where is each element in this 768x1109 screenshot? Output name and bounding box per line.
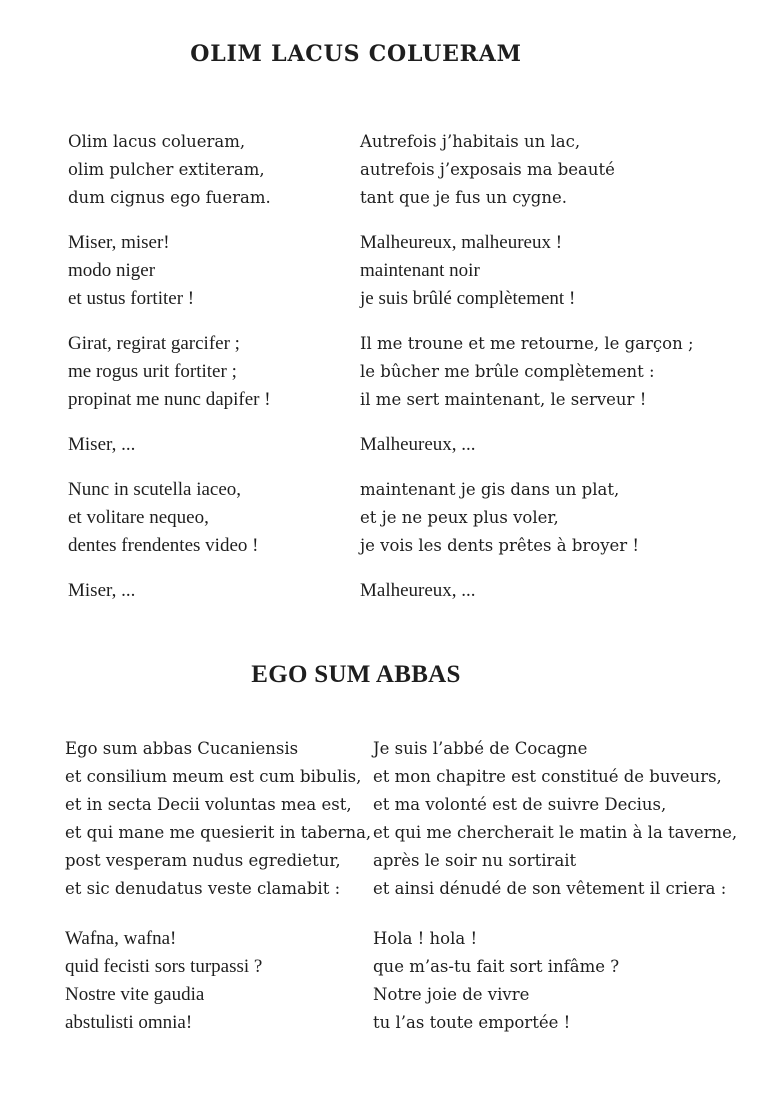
verse-line: et mon chapitre est constitué de buveurs, bbox=[373, 767, 722, 786]
verse-line: propinat me nunc dapifer ! bbox=[68, 389, 271, 410]
stanza-latin-column bbox=[62, 128, 360, 212]
verse-line: maintenant je gis dans un plat, bbox=[360, 480, 620, 499]
stanza-french-column bbox=[360, 330, 694, 414]
poem-section bbox=[62, 661, 738, 1037]
verse-line: Girat, regirat garcifer ; bbox=[68, 333, 240, 354]
verse-line: abstulisti omnia! bbox=[65, 1012, 193, 1033]
stanza-latin-column bbox=[62, 229, 360, 313]
verse-line: je vois les dents prêtes à broyer ! bbox=[360, 536, 640, 555]
verse-line: je suis brûlé complètement ! bbox=[360, 288, 576, 309]
verse-line: dentes frendentes video ! bbox=[68, 535, 259, 556]
verse-line: Miser, miser! bbox=[68, 232, 170, 253]
stanza-latin-column bbox=[62, 330, 360, 414]
stanza-row bbox=[62, 925, 650, 1037]
stanza-french-column bbox=[360, 431, 650, 459]
verse-line: Il me troune et me retourne, le garçon ; bbox=[360, 334, 694, 353]
verse-line: et qui mane me quesierit in taberna, bbox=[65, 823, 372, 842]
stanza-row bbox=[62, 128, 650, 212]
stanza-row bbox=[62, 476, 650, 560]
verse-line: dum cignus ego fueram. bbox=[68, 188, 271, 207]
verse-line: et ma volonté est de suivre Decius, bbox=[373, 795, 667, 814]
verse-line: Malheureux, malheureux ! bbox=[360, 232, 563, 253]
poem-title: OLIM LACUS COLUERAM bbox=[190, 41, 522, 67]
verse-line: et ustus fortiter ! bbox=[68, 288, 195, 309]
verse-line: Notre joie de vivre bbox=[373, 985, 530, 1004]
verse-line: et sic denudatus veste clamabit : bbox=[65, 879, 341, 898]
stanza-french-column bbox=[373, 735, 737, 903]
verse-line: maintenant noir bbox=[360, 260, 480, 281]
verse-line: post vesperam nudus egredietur, bbox=[65, 851, 341, 870]
stanza-french-column bbox=[360, 577, 650, 605]
verse-line: Hola ! hola ! bbox=[373, 929, 478, 948]
verse-line: me rogus urit fortiter ; bbox=[68, 361, 237, 382]
stanza-latin-column bbox=[62, 476, 360, 560]
poem-section bbox=[62, 41, 694, 605]
verse-line: le bûcher me brûle complètement : bbox=[360, 362, 655, 381]
stanza-french-column bbox=[360, 229, 650, 313]
verse-line: Malheureux, ... bbox=[360, 580, 476, 601]
verse-line: quid fecisti sors turpassi ? bbox=[65, 956, 263, 977]
verse-line: Wafna, wafna! bbox=[65, 928, 177, 949]
verse-line: Autrefois j’habitais un lac, bbox=[360, 132, 581, 151]
poems-container bbox=[62, 41, 738, 1037]
stanza-row bbox=[62, 735, 738, 903]
verse-line: Nunc in scutella iaceo, bbox=[68, 479, 242, 500]
verse-line: et ainsi dénudé de son vêtement il criera : bbox=[373, 879, 727, 898]
stanza-french-column bbox=[360, 476, 650, 560]
verse-line: après le soir nu sortirait bbox=[373, 851, 577, 870]
verse-line: Miser, ... bbox=[68, 580, 136, 601]
verse-line: et consilium meum est cum bibulis, bbox=[65, 767, 362, 786]
poem-title: EGO SUM ABBAS bbox=[251, 661, 461, 688]
verse-line: olim pulcher extiteram, bbox=[68, 160, 265, 179]
verse-line: Malheureux, ... bbox=[360, 434, 476, 455]
verse-line: et in secta Decii voluntas mea est, bbox=[65, 795, 352, 814]
verse-line: tu l’as toute emportée ! bbox=[373, 1013, 571, 1032]
verse-line: autrefois j’exposais ma beauté bbox=[360, 160, 615, 179]
stanza-french-column bbox=[373, 925, 650, 1037]
stanza-french-column bbox=[360, 128, 650, 212]
stanza-latin-column bbox=[62, 735, 373, 903]
verse-line: et qui me chercherait le matin à la taverne, bbox=[373, 823, 738, 842]
verse-line: modo niger bbox=[68, 260, 156, 281]
verse-line: Olim lacus colueram, bbox=[68, 132, 246, 151]
stanza-latin-column bbox=[62, 431, 360, 459]
stanza-latin-column bbox=[62, 577, 360, 605]
stanza-row bbox=[62, 229, 650, 313]
verse-line: tant que je fus un cygne. bbox=[360, 188, 567, 207]
stanza-row bbox=[62, 431, 650, 459]
verse-line: Nostre vite gaudia bbox=[65, 984, 205, 1005]
stanza-latin-column bbox=[62, 925, 373, 1037]
verse-line: et je ne peux plus voler, bbox=[360, 508, 559, 527]
verse-line: il me sert maintenant, le serveur ! bbox=[360, 390, 647, 409]
verse-line: Je suis l’abbé de Cocagne bbox=[373, 739, 588, 758]
verse-line: que m’as-tu fait sort infâme ? bbox=[373, 957, 620, 976]
verse-line: et volitare nequeo, bbox=[68, 507, 209, 528]
verse-line: Miser, ... bbox=[68, 434, 136, 455]
verse-line: Ego sum abbas Cucaniensis bbox=[65, 739, 299, 758]
stanza-row bbox=[62, 577, 650, 605]
stanza-row bbox=[62, 330, 694, 414]
